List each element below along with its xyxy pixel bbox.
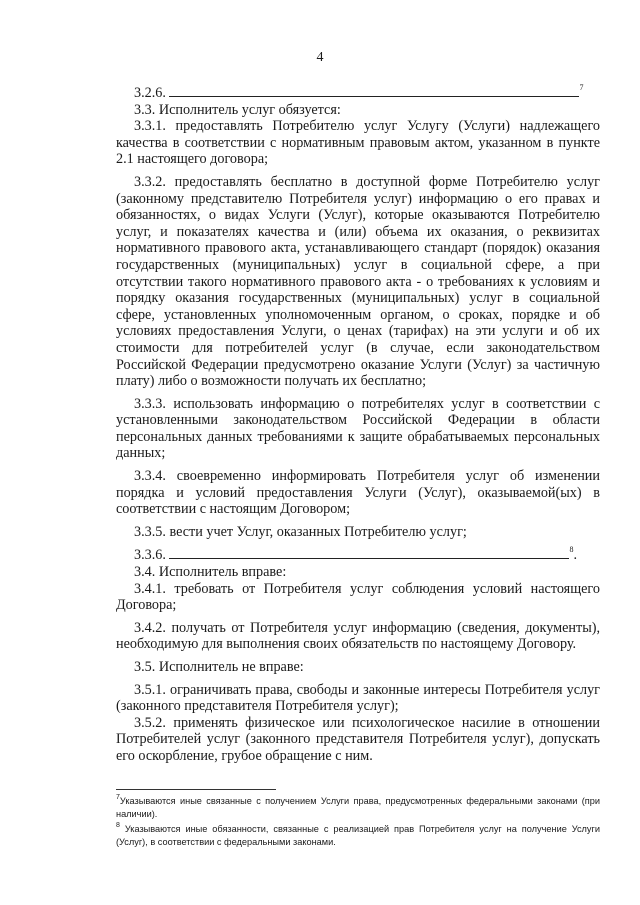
clause-3-3-2: 3.3.2. предоставлять бесплатно в доступной форме Потребителю услуг (законному представителю Потребителя услуг) информацию о его правах и обязанностях, о видах Услуги (Услуг), которые оказываются Потребителю услуг, и показателях качества и (или) объема их оказания, о реквизитах нормативного правового акта, устанавливающего стандарт (порядок) оказания государственных (муниципальных) услуг в социальной сфере, а при отсутствии такого нормативного правового акта - о требованиях к условиям и порядку оказания государственных (муниципальных) услуг в социальной сфере, установленных уполномоченным органом, о сроках, порядке и об условиях предоставления Услуги, о ценах (тарифах) на эти услуги и об их стоимости для потребителей услуг (в случае, если законодательством Российской Федерации предусмотрено оказание Услуги (Услуг) за частичную плату) либо о возможности получать их бесплатно;	[116, 173, 600, 390]
document-body	[116, 84, 600, 765]
fill-in-blank-line	[169, 546, 569, 559]
footnote-8	[116, 823, 600, 848]
clause-label: 3.2.6.	[134, 85, 166, 101]
clause-3-3-6	[116, 546, 600, 564]
clause-3-4: 3.4. Исполнитель вправе:	[134, 564, 287, 581]
clause-3-2-6	[116, 84, 600, 102]
clause-3-5: 3.5. Исполнитель не вправе:	[134, 659, 304, 675]
clause-3-4-2: 3.4.2. получать от Потребителя услуг информацию (сведения, документы), необходимую для выполнения своих обязательств по настоящему Договору.	[116, 619, 600, 653]
page-number: 4	[316, 50, 324, 65]
footnote-ref-7: 7	[579, 83, 584, 92]
clause-label: 3.3.6.	[134, 547, 166, 564]
clause-3-3-3: 3.3.3. использовать информацию о потребителях услуг в соответствии с установленными законодательством Российской Федерации в области персональных данных требованиями к защите обрабатываемых персональных данных;	[116, 395, 600, 462]
clause-end-mark: .	[573, 547, 578, 564]
footnote-text: Указываются иные обязанности, связанные с реализацией прав Потребителя услуг на получение Услуги (Услуг), в соответствии с федеральными законами.	[116, 824, 600, 847]
footnote-text: Указываются иные связанные с получением Услуги права, предусмотренных федеральными законами (при наличии).	[116, 796, 600, 819]
clause-3-5-1: 3.5.1. ограничивать права, свободы и законные интересы Потребителя услуг (законного представителя Потребителя услуг);	[116, 681, 600, 715]
footnote-7	[116, 795, 600, 820]
clause-3-3: 3.3. Исполнитель услуг обязуется:	[134, 101, 341, 118]
footnote-ref-8: 8	[569, 545, 574, 555]
footnote-mark: 8	[116, 822, 120, 829]
clause-3-5-2: 3.5.2. применять физическое или психологическое насилие в отношении Потребителей услуг (законного представителя Потребителя услуг), допускать его оскорбление, грубое обращение с ним.	[116, 714, 600, 764]
clause-3-4-1: 3.4.1. требовать от Потребителя услуг соблюдения условий настоящего Договора;	[116, 580, 600, 614]
footnote-divider	[116, 789, 276, 790]
footnotes	[116, 795, 600, 851]
clause-3-3-5: 3.3.5. вести учет Услуг, оказанных Потребителю услуг;	[134, 523, 467, 540]
clause-3-3-4: 3.3.4. своевременно информировать Потребителя услуг об изменении порядка и условий предоставления Услуги (Услуг), оказываемой(ых) в соответствии с настоящим Договором;	[116, 468, 600, 518]
clause-3-3-1: 3.3.1. предоставлять Потребителю услуг Услугу (Услуги) надлежащего качества в соответствии с нормативным правовым актом, указанном в пункте 2.1 настоящего договора;	[116, 118, 600, 168]
fill-in-blank-line	[169, 84, 579, 97]
footnote-mark: 7	[116, 794, 120, 801]
